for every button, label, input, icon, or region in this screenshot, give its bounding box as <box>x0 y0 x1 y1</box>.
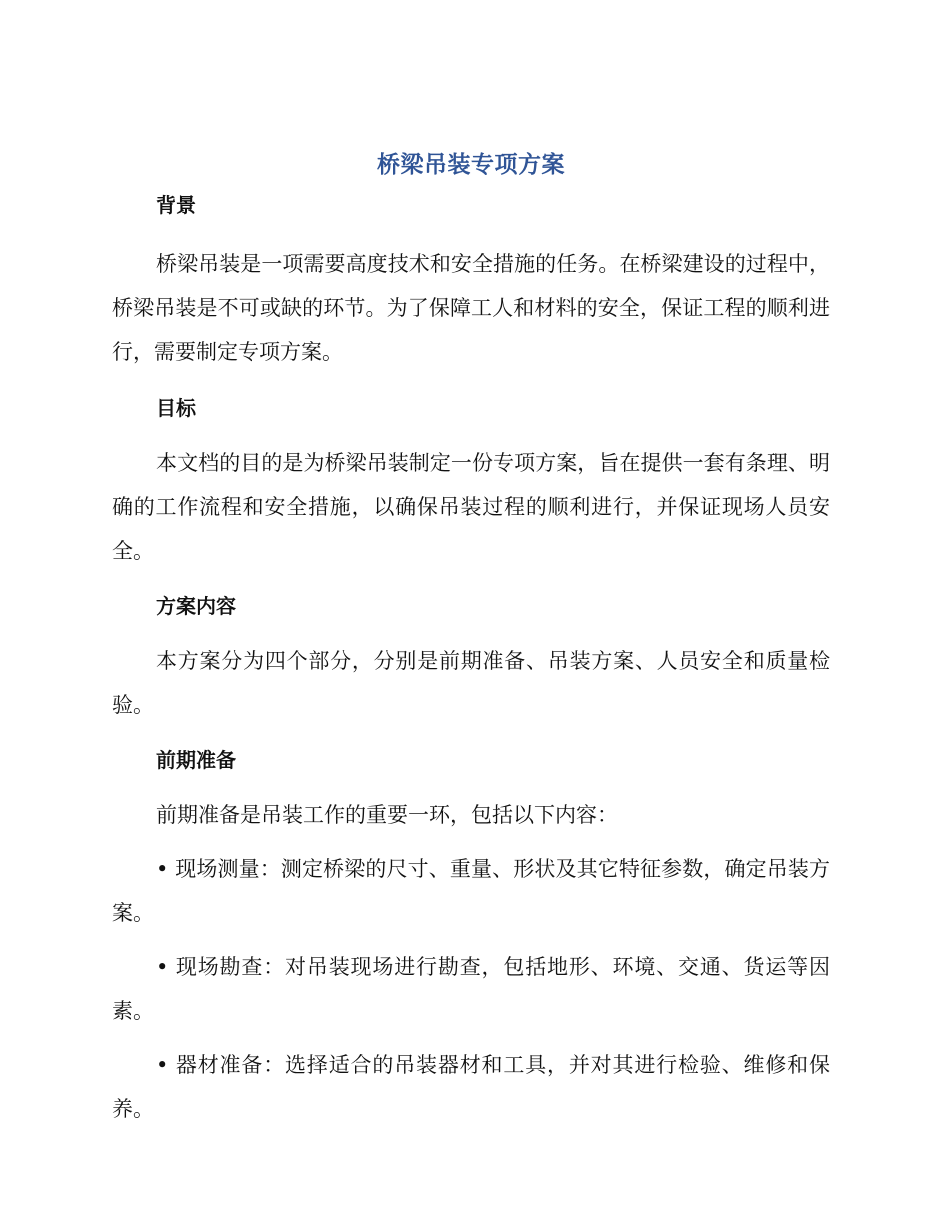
list-item-site-inspection: • 现场勘查：对吊装现场进行勘查，包括地形、环境、交通、货运等因素。 <box>112 955 830 1023</box>
document-body <box>112 145 830 1131</box>
list-item-site-survey: • 现场测量：测定桥梁的尺寸、重量、形状及其它特征参数，确定吊装方案。 <box>112 857 830 925</box>
section-heading-plan-content: 方案内容 <box>156 594 236 618</box>
document-title: 桥梁吊装专项方案 <box>377 152 565 178</box>
paragraph-background: 桥梁吊装是一项需要高度技术和安全措施的任务。在桥梁建设的过程中，桥梁吊装是不可或缺的环节。为了保障工人和材料的安全，保证工程的顺利进行，需要制定专项方案。 <box>112 252 830 364</box>
paragraph-preparation-intro: 前期准备是吊装工作的重要一环，包括以下内容： <box>156 803 618 827</box>
section-heading-preparation: 前期准备 <box>156 748 236 772</box>
section-heading-background: 背景 <box>156 193 196 217</box>
section-heading-goal: 目标 <box>156 396 196 420</box>
list-item-equipment-prep: • 器材准备：选择适合的吊装器材和工具，并对其进行检验、维修和保养。 <box>112 1053 830 1121</box>
paragraph-goal: 本文档的目的是为桥梁吊装制定一份专项方案，旨在提供一套有条理、明确的工作流程和安全措施，以确保吊装过程的顺利进行，并保证现场人员安全。 <box>112 451 830 563</box>
paragraph-plan-content: 本方案分为四个部分，分别是前期准备、吊装方案、人员安全和质量检验。 <box>112 649 830 717</box>
